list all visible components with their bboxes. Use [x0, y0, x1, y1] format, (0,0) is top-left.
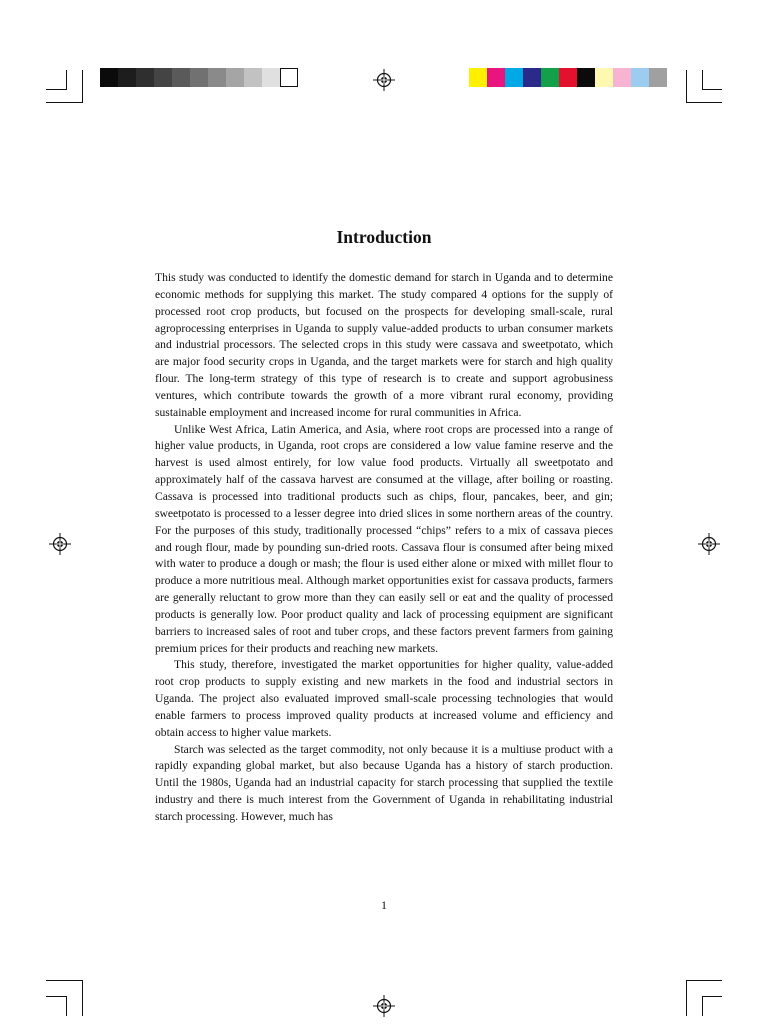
color-swatch — [577, 68, 595, 87]
registration-mark-icon — [373, 69, 395, 91]
grayscale-swatch — [100, 68, 118, 87]
registration-mark-icon — [373, 995, 395, 1017]
crop-mark-bottom-right-inner-horizontal — [702, 996, 722, 997]
crop-mark-bottom-left-vertical — [82, 980, 83, 1016]
crop-mark-bottom-right-horizontal — [686, 980, 722, 981]
crop-mark-bottom-left-inner-vertical — [66, 996, 67, 1016]
grayscale-swatch — [208, 68, 226, 87]
color-swatch — [559, 68, 577, 87]
color-swatch — [541, 68, 559, 87]
crop-mark-top-left-horizontal — [46, 102, 83, 103]
color-swatch — [505, 68, 523, 87]
color-calibration-bar — [469, 68, 667, 87]
color-swatch — [613, 68, 631, 87]
page-title: Introduction — [336, 227, 432, 247]
registration-mark-icon — [49, 533, 71, 555]
color-swatch — [487, 68, 505, 87]
paragraph-4: Starch was selected as the target commodity, not only because it is a multiuse product with a rapidly expanding global market, but also because Uganda has a history of starch production. Until the 1980s, Uganda had an industrial capacity for starch processing that supplied the textile industry and there is much interest from the Government of Uganda in rehabilitating industrial starch processing. However, much has — [155, 742, 613, 823]
grayscale-swatch — [154, 68, 172, 87]
paragraph-3: This study, therefore, investigated the market opportunities for higher quality, value-added root crop products to supply existing and new markets in the food and industrial sectors in Uganda. The project also evaluated improved small-scale processing technologies that would enable farmers to process improved quality products at increased volume and efficiency and obtain access to higher value markets. — [155, 658, 613, 739]
grayscale-swatch — [280, 68, 298, 87]
crop-mark-top-left-inner-vertical — [66, 70, 67, 90]
crop-mark-top-right-inner-vertical — [702, 70, 703, 90]
registration-mark-icon — [698, 533, 720, 555]
color-swatch — [649, 68, 667, 87]
crop-mark-top-right-horizontal — [686, 102, 722, 103]
crop-mark-bottom-right-inner-vertical — [702, 996, 703, 1016]
grayscale-calibration-bar — [100, 68, 298, 87]
grayscale-swatch — [136, 68, 154, 87]
grayscale-swatch — [226, 68, 244, 87]
crop-mark-top-right-vertical — [686, 70, 687, 103]
page-number: 1 — [381, 898, 387, 912]
grayscale-swatch — [172, 68, 190, 87]
paragraph-1: This study was conducted to identify the domestic demand for starch in Uganda and to determine economic methods for supplying this market. The study compared 4 options for the supply of processed root crop products, but focused on the prospects for developing small-scale, rural agroprocessing enterprises in Uganda to supply value-added products to urban consumer markets and industrial processors. The selected crops in this study were cassava and sweetpotato, which are major food security crops in Uganda, and the target markets were for starch and high quality flour. The long-term strategy of this type of research is to create and support agrobusiness ventures, which contribute towards the growth of a more vibrant rural economy, providing sustainable employment and increased income for rural communities in Africa. — [155, 271, 613, 419]
crop-mark-bottom-left-inner-horizontal — [46, 996, 67, 997]
color-swatch — [523, 68, 541, 87]
color-swatch — [469, 68, 487, 87]
crop-mark-bottom-right-vertical — [686, 980, 687, 1016]
page-content — [155, 225, 613, 826]
crop-mark-top-left-vertical — [82, 70, 83, 103]
grayscale-swatch — [262, 68, 280, 87]
crop-mark-top-right-inner-horizontal — [702, 89, 722, 90]
crop-mark-top-left-inner-horizontal — [46, 89, 67, 90]
grayscale-swatch — [244, 68, 262, 87]
color-swatch — [595, 68, 613, 87]
grayscale-swatch — [190, 68, 208, 87]
color-swatch — [631, 68, 649, 87]
grayscale-swatch — [118, 68, 136, 87]
crop-mark-bottom-left-horizontal — [46, 980, 83, 981]
paragraph-2: Unlike West Africa, Latin America, and Asia, where root crops are processed into a range of higher value products, in Uganda, root crops are considered a low value famine reserve and the harvest is used almost entirely, for low value food products. Virtually all sweetpotato and approximately half of the cassava harvest are consumed at the village, after boiling or roasting. Cassava is processed into traditional products such as chips, flour, pancakes, beer, and gin; sweetpotato is processed to a lesser degree into dried slices in some northern areas of the country. For the purposes of this study, traditionally processed “chips” refers to a mix of cassava pieces and rough flour, made by pounding sun-dried roots. Cassava flour is consumed after being mixed with water to produce a dough or mash; the flour is used either alone or mixed with millet flour to produce a more nutritious meal. Although market opportunities exist for cassava products, farmers are generally reluctant to grow more than they can easily sell or eat and the quality of processed products is generally low. Poor product quality and lack of processing equipment are significant barriers to increased sales of root and tuber crops, and these factors prevent farmers from gaining premium prices for their products and reaching new markets. — [155, 422, 613, 655]
